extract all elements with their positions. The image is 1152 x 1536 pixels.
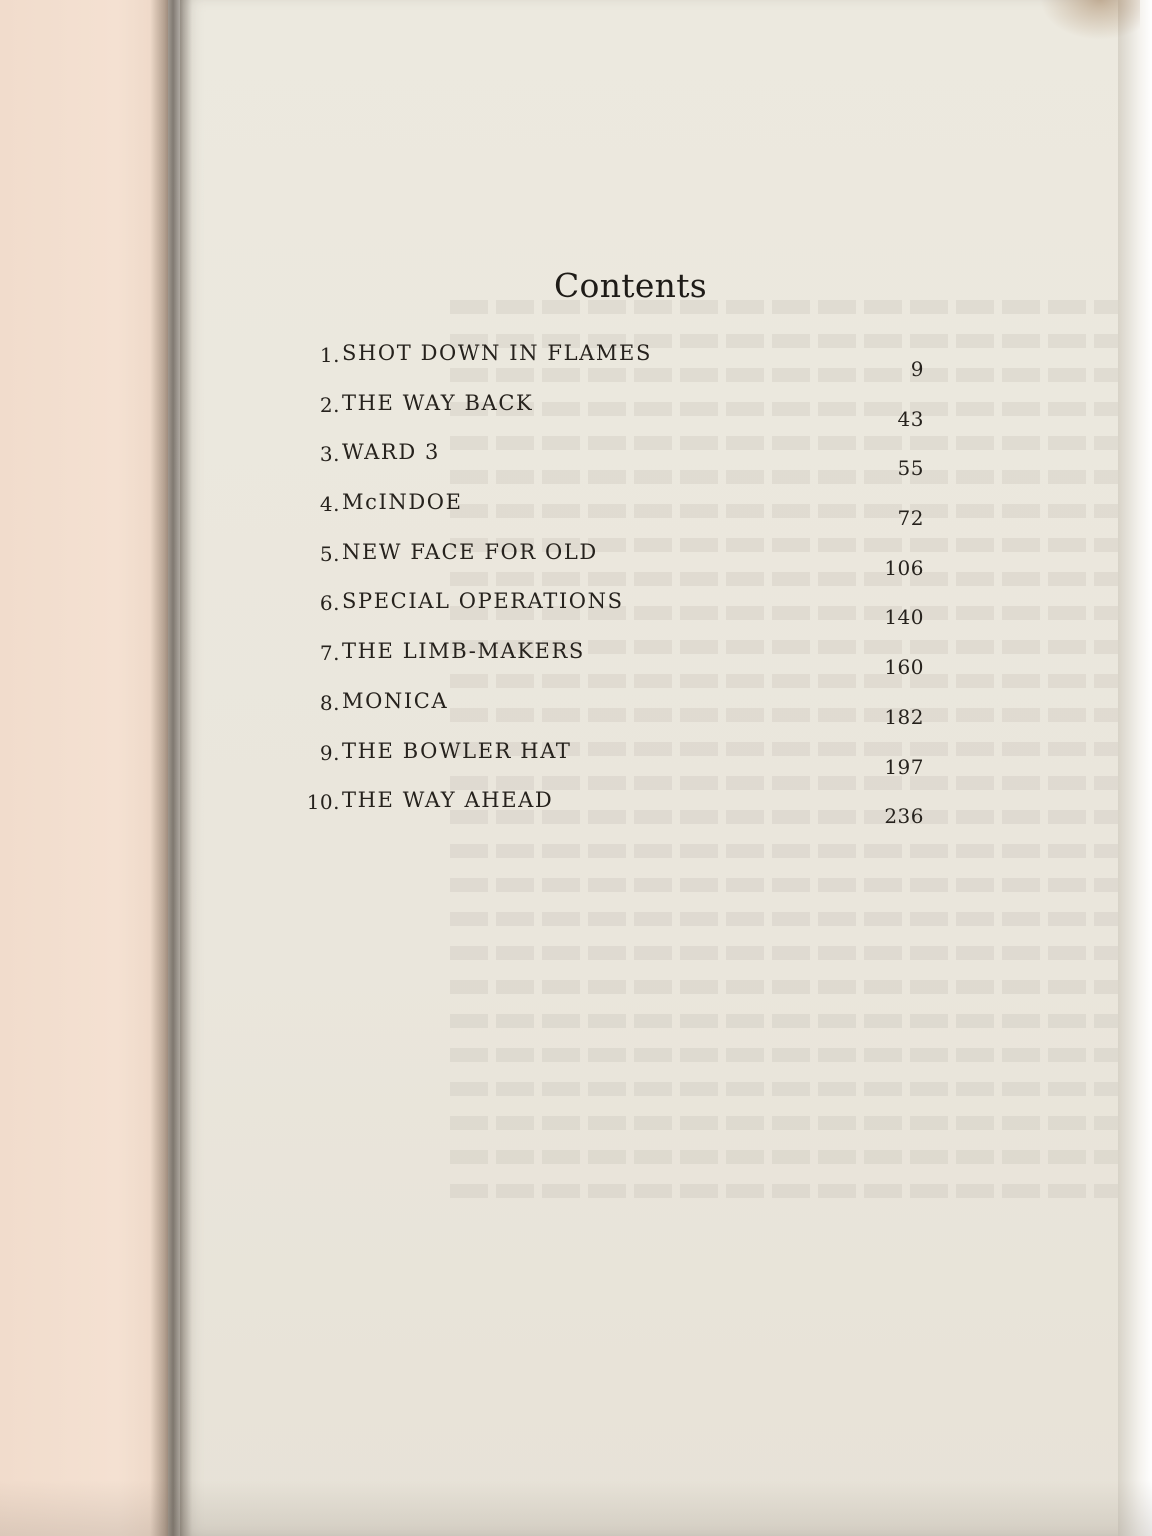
chapter-page: 106: [884, 555, 924, 580]
toc-entry: [306, 782, 946, 832]
toc-entry: [306, 534, 946, 584]
contents-heading: Contents: [554, 266, 708, 305]
chapter-title: THE BOWLER HAT: [342, 738, 572, 763]
chapter-number: 5.: [319, 541, 340, 566]
book-gutter: [150, 0, 192, 1536]
toc-entry: [306, 385, 946, 435]
chapter-page: 197: [884, 754, 924, 779]
toc-entry: [306, 335, 946, 385]
chapter-page: 160: [884, 655, 924, 680]
chapter-number: 8.: [319, 690, 340, 715]
chapter-number: 3.: [319, 442, 340, 467]
chapter-number: 7.: [319, 641, 340, 666]
table-of-contents: [306, 335, 946, 832]
chapter-number: 10.: [306, 790, 340, 815]
toc-entry: [306, 484, 946, 534]
chapter-number: 6.: [319, 591, 340, 616]
bottom-shadow: [0, 1480, 1152, 1536]
toc-entry: [306, 583, 946, 633]
chapter-title: NEW FACE FOR OLD: [342, 539, 598, 564]
chapter-page: 9: [910, 357, 924, 381]
chapter-title: MONICA: [342, 688, 449, 713]
chapter-title: THE WAY BACK: [342, 390, 534, 415]
chapter-title: THE WAY AHEAD: [342, 788, 554, 813]
chapter-title: McINDOE: [342, 490, 463, 515]
toc-entry: [306, 434, 946, 484]
toc-entry: [306, 733, 946, 783]
chapter-page: 182: [884, 704, 924, 729]
chapter-number: 2.: [319, 392, 340, 417]
chapter-page: 72: [897, 506, 924, 531]
toc-entry: [306, 633, 946, 683]
chapter-page: 140: [884, 605, 924, 630]
chapter-page: 55: [897, 456, 924, 481]
chapter-number: 4.: [319, 492, 340, 517]
chapter-number: 9.: [319, 740, 340, 765]
page-edge: [1118, 0, 1152, 1536]
chapter-page: 43: [897, 406, 924, 431]
cover-stain: [1040, 0, 1140, 40]
chapter-number: 1.: [319, 343, 340, 367]
chapter-title: THE LIMB-MAKERS: [342, 639, 585, 664]
left-page: [0, 0, 168, 1536]
chapter-title: SHOT DOWN IN FLAMES: [342, 341, 652, 365]
chapter-title: WARD 3: [342, 440, 440, 465]
toc-entry: [306, 683, 946, 733]
chapter-page: 236: [884, 804, 924, 829]
chapter-title: SPECIAL OPERATIONS: [342, 589, 624, 614]
